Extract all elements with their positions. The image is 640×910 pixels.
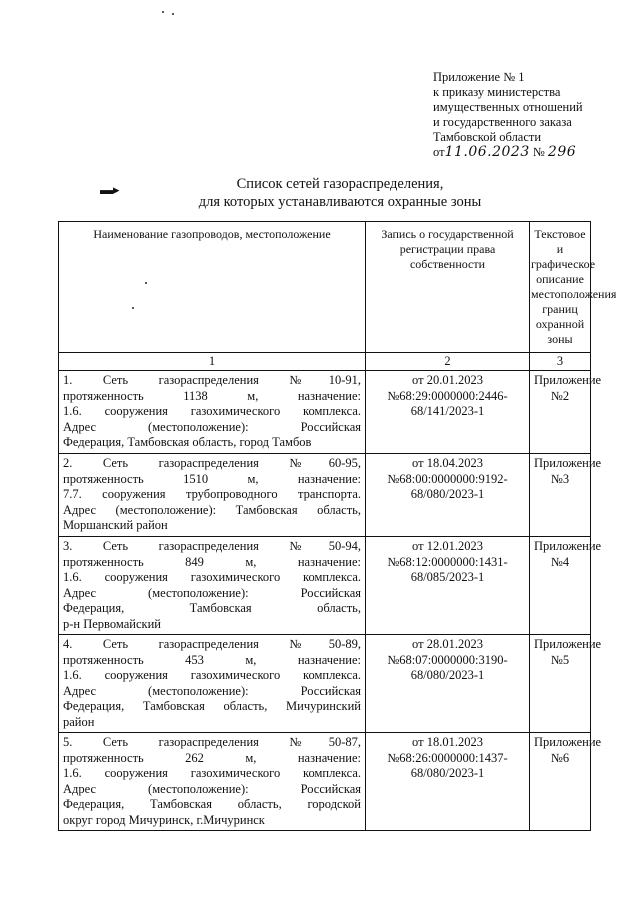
network-name-cell xyxy=(59,371,366,454)
name-line: 1.6. сооружения газохимического комплекса. xyxy=(63,404,361,418)
name-line: 1. Сеть газораспределения №10-91, xyxy=(63,373,361,387)
name-line: 5. Сеть газораспределения №50-87, xyxy=(63,735,361,749)
column-number: 2 xyxy=(366,353,530,371)
table-row xyxy=(59,537,591,635)
name-line: 1.6. сооружения газохимического комплекса. xyxy=(63,570,361,584)
registration-cell: от 28.01.2023 №68:07:0000000:3190-68/080/2023-1 xyxy=(366,635,530,733)
appendix-ref-cell: Приложение №4 xyxy=(530,537,591,635)
name-line: Адрес (местоположение): Российская xyxy=(63,419,361,434)
appendix-line: имущественных отношений xyxy=(433,100,583,114)
registration-cell: от 18.01.2023 №68:26:0000000:1437-68/080/2023-1 xyxy=(366,733,530,831)
name-line: протяженность 262 м, назначение: xyxy=(63,750,361,765)
header-registration: Запись о государственной регистрации права собственности xyxy=(366,222,530,353)
name-line: протяженность 1138 м, назначение: xyxy=(63,388,361,403)
column-number: 1 xyxy=(59,353,366,371)
name-line: 3. Сеть газораспределения №50-94, xyxy=(63,539,361,553)
table-row xyxy=(59,733,591,831)
title-line: для которых устанавливаются охранные зоны xyxy=(198,194,482,210)
name-line: Моршанский район xyxy=(63,518,168,532)
name-line: 1.6. сооружения газохимического комплекса. xyxy=(63,766,361,780)
name-line: Федерация, Тамбовская область, город Тамбов xyxy=(63,435,312,449)
scan-speck xyxy=(172,13,174,15)
name-line: 7.7. сооружения трубопроводного транспорта. xyxy=(63,487,361,501)
network-name-cell xyxy=(59,537,366,635)
handwritten-date: 11.06.2023 xyxy=(444,144,530,160)
header-description: Текстовое и графическое описание местоположения границ охранной зоны xyxy=(530,222,591,353)
name-line: Адрес (местоположение): Российская xyxy=(63,585,361,600)
header-name-location: Наименование газопроводов, местоположение xyxy=(59,222,366,353)
column-number: 3 xyxy=(530,353,591,371)
column-number-row xyxy=(59,353,591,371)
number-prefix: № xyxy=(532,145,545,159)
name-line: протяженность 1510 м, назначение: xyxy=(63,471,361,486)
network-name-cell xyxy=(59,635,366,733)
name-line: округ город Мичуринск, г.Мичуринск xyxy=(63,812,265,827)
name-line: Адрес (местоположение): Российская xyxy=(63,683,361,698)
title-line: Список сетей газораспределения, xyxy=(236,176,444,192)
table-row xyxy=(59,635,591,733)
appendix-header xyxy=(433,70,633,160)
registration-cell: от 20.01.2023 №68:29:0000000:2446-68/141/2023-1 xyxy=(366,371,530,454)
appendix-ref-cell: Приложение №5 xyxy=(530,635,591,733)
name-line: 4. Сеть газораспределения №50-89, xyxy=(63,637,361,651)
registration-cell: от 12.01.2023 №68:12:0000000:1431-68/085/2023-1 xyxy=(366,537,530,635)
network-name-cell xyxy=(59,454,366,537)
table-header-row xyxy=(59,222,591,353)
appendix-line: Приложение № 1 xyxy=(433,70,525,84)
order-date-line xyxy=(433,145,633,160)
name-line: Адрес (местоположение): Тамбовская область, xyxy=(63,502,361,517)
name-line: р-н Первомайский xyxy=(63,616,161,631)
table-row xyxy=(59,371,591,454)
name-line: протяженность 849 м, назначение: xyxy=(63,554,361,569)
scan-arrow-mark: ▬▸ xyxy=(100,182,120,197)
appendix-line: к приказу министерства xyxy=(433,85,561,99)
name-line: протяженность 453 м, назначение: xyxy=(63,652,361,667)
document-title xyxy=(0,175,640,211)
name-line: район xyxy=(63,714,95,729)
name-line: 1.6. сооружения газохимического комплекса. xyxy=(63,668,361,682)
appendix-line: и государственного заказа xyxy=(433,115,572,129)
table-row xyxy=(59,454,591,537)
network-name-cell xyxy=(59,733,366,831)
name-line: Федерация, Тамбовская область, Мичуринский xyxy=(63,699,361,713)
appendix-ref-cell: Приложение №3 xyxy=(530,454,591,537)
name-line: 2. Сеть газораспределения №60-95, xyxy=(63,456,361,470)
appendix-ref-cell: Приложение №6 xyxy=(530,733,591,831)
appendix-line: Тамбовской области xyxy=(433,130,542,144)
handwritten-number: 296 xyxy=(547,144,577,160)
registration-cell: от 18.04.2023 №68:00:0000000:9192-68/080/2023-1 xyxy=(366,454,530,537)
appendix-ref-cell: Приложение №2 xyxy=(530,371,591,454)
scan-speck xyxy=(162,11,164,13)
name-line: Федерация, Тамбовская область, городской xyxy=(63,797,361,811)
date-prefix: от xyxy=(433,145,445,159)
name-line: Адрес (местоположение): Российская xyxy=(63,781,361,796)
name-line: Федерация, Тамбовская область, xyxy=(63,601,361,615)
gas-networks-table xyxy=(58,221,617,831)
